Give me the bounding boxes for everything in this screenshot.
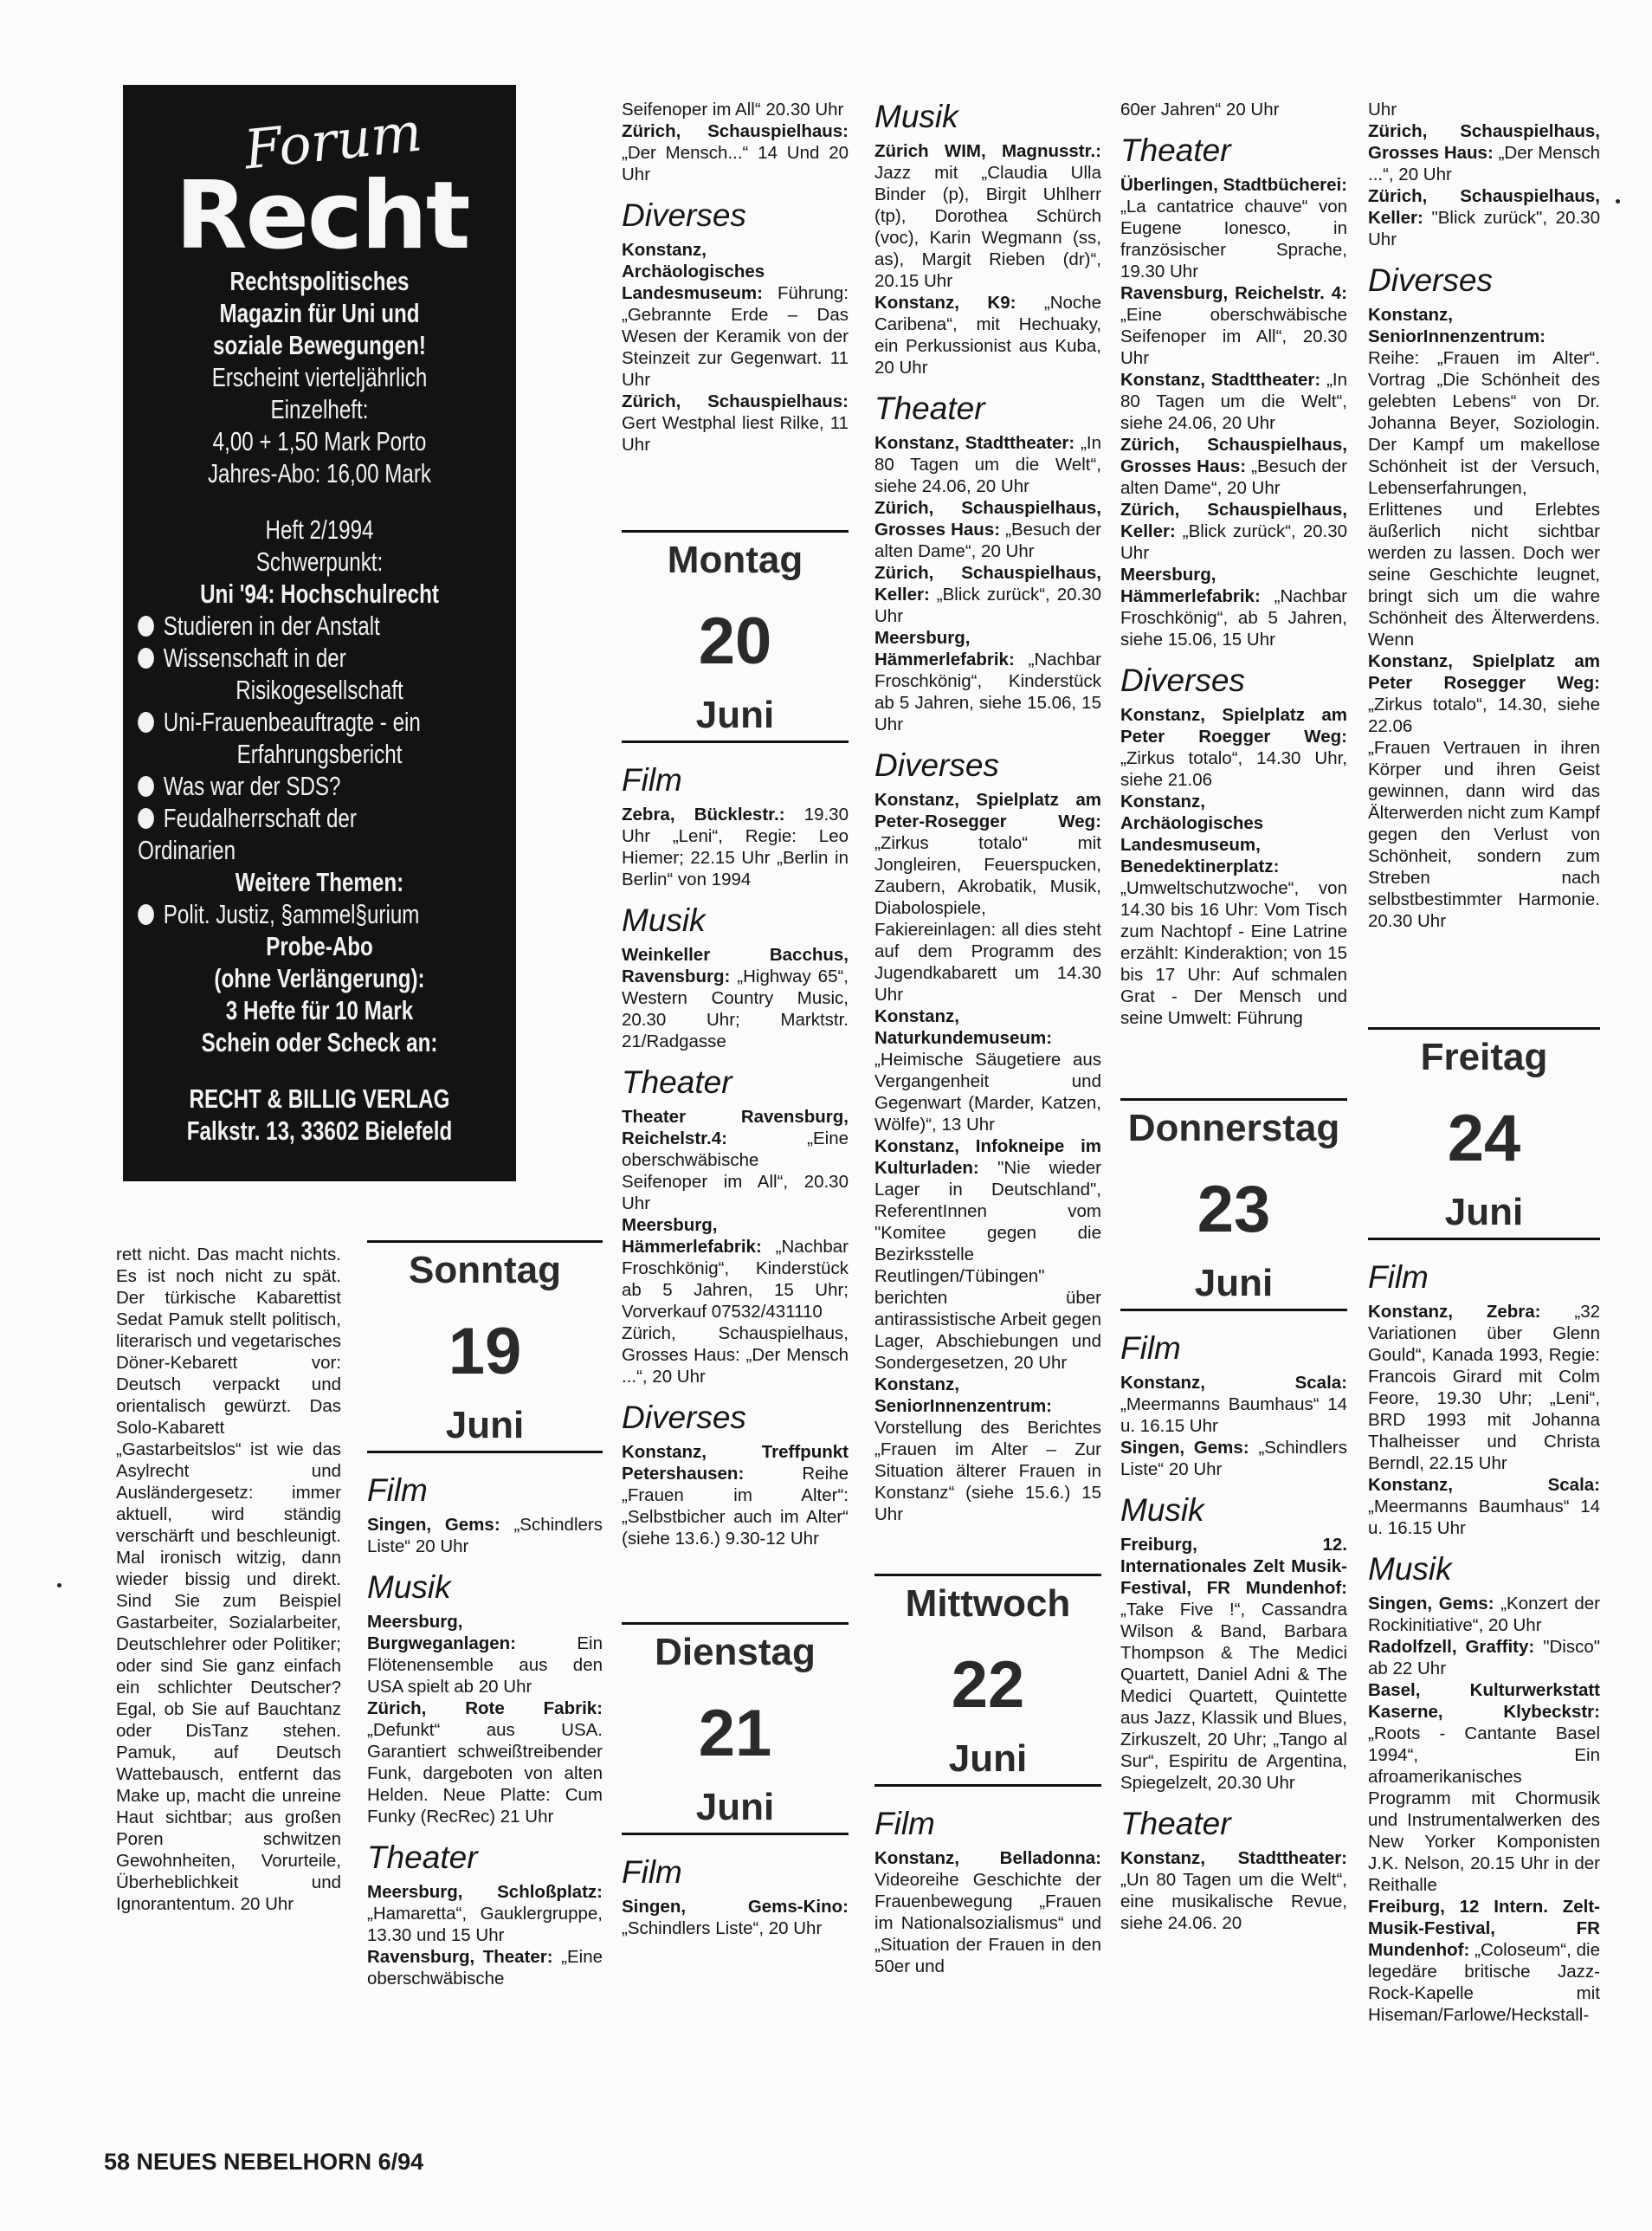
day-header-dienstag: Dienstag 21 Juni: [622, 1622, 849, 1835]
listing-entry: Konstanz, SeniorInnenzentrum: Reihe: „Frauen im Alter“. Vortrag „Die Schönheit des gelebten Lebens“ von Dr. Johanna Beyer, Soziologin. Der Kampf um makellose Schönheit ist der Versuch, Lebenserfahrungen, Erlittenes und Erlebtes äußerlich nicht sichtbar werden zu lassen. Doch wer seine Geschichte leugnet, bringt sich um die wahre Schönheit des Älterwerdens. Wenn: [1368, 305, 1600, 650]
day-header-donnerstag: Donnerstag 23 Juni: [1120, 1098, 1347, 1311]
logo-main-text: Recht: [175, 162, 469, 270]
ad-bullet-line: Feudalherrschaft der Ordinarien: [138, 803, 357, 865]
listing-entry: Zürich WIM, Magnusstr.: Jazz mit „Claudia Ulla Binder (p), Birgit Uhlherr (tp), Dorothea Schürch (voc), Karin Wegmann (ss, as), Margit Rieben (dr)“, 20.15 Uhr: [874, 141, 1101, 291]
section-heading-film: Film: [367, 1472, 428, 1508]
listing-entry: Konstanz, Scala: „Meermanns Baumhaus“ 14 u. 16.15 Uhr: [1368, 1475, 1600, 1538]
listing-entry: Zürich, Schauspielhaus: „Der Mensch...“ 14 Und 20 Uhr: [622, 121, 849, 184]
section-heading-musik: Musik: [1368, 1551, 1452, 1587]
kabarett-article-text: rett nicht. Das macht nichts. Es ist noch nicht zu spät. Der türkische Kabarettist Sedat Pamuk stellt politisch, literarisch und vegetarisches Döner-Kebarett vor: Deutsch verpackt und orientalisch gewürzt. Das Solo-Kabarett „Gastarbeitslos“ ist wie das Asylrecht und Ausländergesetz: immer aktuell, wird ständig verschärft und beschleunigt. Mal ironisch witzig, dann wieder bissig und direkt. Sind Sie zum Beispiel Gastarbeiter, Sozialarbeiter, Deutschlehrer oder Politiker; oder sind Sie ganz einfach ein schlichter Deutscher? Egal, ob Sie auf Bauchtanz oder DisTanz stehen. Pamuk, auf Deutsch Wattebausch, entfernt das Make up, macht die unreine Haut sichtbar; aus großen Poren schwitzen Gewohnheiten, Vorurteile, Überheblichkeit und Ignorantentum. 20 Uhr: [116, 1245, 341, 1914]
bullet-icon: [138, 904, 154, 925]
ad-bullet-line: Studieren in der Anstalt: [123, 610, 429, 642]
listing-entry: Konstanz, Scala: „Meermanns Baumhaus“ 14 u. 16.15 Uhr: [1120, 1373, 1347, 1436]
ad-line: (ohne Verlängerung):: [214, 963, 425, 993]
listing-entry: Meersburg, Schloßplatz: „Hamaretta“, Gauklergruppe, 13.30 und 15 Uhr: [367, 1882, 603, 1945]
bullet-icon: [138, 776, 154, 797]
listing-entry: Singen, Gems: „Konzert der Rockinitiative“, 20 Uhr: [1368, 1594, 1601, 1635]
listing-entry: Freiburg, 12 Intern. Zelt-Musik-Festival, FR Mundenhof: „Coloseum“, die legedäre britische Jazz-Rock-Kapelle mit Hiseman/Farlowe/Heckstall-: [1368, 1897, 1600, 2025]
ad-line: Probe-Abo: [266, 931, 373, 961]
print-dot-mark: [57, 1583, 61, 1588]
listing-entry: Meersburg, Burgweganlagen: Ein Flötenensemble aus den USA spielt ab 20 Uhr: [367, 1612, 603, 1697]
listing-entry: Konstanz, Spielplatz am Peter-Rosegger Weg: „Zirkus totalo“ mit Jongleiren, Feuerspucken, Zaubern, Akrobatik, Musik, Diabolospiele, Fakiereinlagen: all dies steht auf dem Programm des Jugendkabarett um 14.30 Uhr: [874, 790, 1101, 1005]
section-heading-theater: Theater: [622, 1064, 732, 1100]
listing-entry: Konstanz, Stadttheater: „In 80 Tagen um die Welt“, siehe 24.06, 20 Uhr: [874, 433, 1102, 496]
listing-entry: Zürich, Schauspielhaus, Grosses Haus: „Besuch der alten Dame“, 20 Uhr: [874, 498, 1101, 561]
print-dot-mark: [1616, 199, 1620, 204]
listing-entry: Konstanz, Spielplatz am Peter Roegger Weg: „Zirkus totalo“, 14.30 Uhr, siehe 21.06: [1120, 705, 1347, 790]
bullet-icon: [138, 616, 154, 637]
listing-entry: Zürich, Schauspielhaus, Keller: „Blick zurück“, 20.30 Uhr: [1120, 500, 1347, 563]
ad-line: Erfahrungsbericht: [236, 739, 403, 769]
section-heading-theater: Theater: [1120, 1806, 1231, 1841]
listing-entry: Singen, Gems: „Schindlers Liste“ 20 Uhr: [1120, 1438, 1347, 1479]
ad-bullet-line: Wissenschaft in der: [123, 642, 429, 674]
ad-line: 4,00 + 1,50 Mark Porto: [212, 426, 427, 456]
ad-line: Jahres-Abo: 16,00 Mark: [207, 458, 432, 488]
section-heading-theater: Theater: [874, 391, 985, 426]
ad-line: Einzelheft:: [270, 394, 369, 424]
listing-entry: Theater Ravensburg, Reichelstr.4: „Eine oberschwäbische Seifenoper im All“, 20.30 Uhr: [622, 1107, 849, 1213]
section-heading-diverses: Diverses: [622, 1400, 746, 1435]
listing-entry: Ravensburg, Reichelstr. 4: „Eine oberschwäbische Seifenoper im All“, 20.30 Uhr: [1120, 283, 1347, 368]
bullet-icon: [138, 712, 154, 733]
column-6: [1368, 99, 1600, 2026]
listing-entry: „Frauen Vertrauen in ihren Körper und ihren Geist gewinnen, dann wird das Älterwerden nicht zum Kampf gegen den Verlust von Schönheit, sondern zum Streben nach selbstbestimmter Harmonie. 20.30 Uhr: [1368, 738, 1600, 931]
listing-entry: Konstanz, K9: „Noche Caribena“, mit Hechuaky, ein Perkussionist aus Kuba, 20 Uhr: [874, 293, 1101, 378]
listing-entry: Konstanz, Treffpunkt Petershausen: Reihe „Frauen im Alter“: „Selbstbicher auch im Alter“ (siehe 13.6.) 9.30-12 Uhr: [622, 1442, 849, 1549]
section-heading-film: Film: [1120, 1330, 1181, 1366]
listing-entry: Konstanz, Stadttheater: „In 80 Tagen um die Welt“, siehe 24.06, 20 Uhr: [1120, 370, 1348, 433]
section-heading-diverses: Diverses: [622, 197, 746, 233]
day-header-mittwoch: Mittwoch 22 Juni: [874, 1574, 1101, 1787]
ad-line: Falkstr. 13, 33602 Bielefeld: [186, 1116, 453, 1146]
listing-entry: Zürich, Schauspielhaus, Grosses Haus: „Der Mensch ...“, 20 Uhr: [1368, 121, 1601, 184]
listing-entry: Konstanz, Zebra: „32 Variationen über Glenn Gould“, Kanada 1993, Regie: Francois Girard mit Colm Feore, 19.30 Uhr; „Leni“, BRD 1993 mit Johanna Thalheisser und Christa Berndl, 22.15 Uhr: [1368, 1302, 1600, 1473]
ad-line: soziale Bewegungen!: [213, 330, 426, 360]
column-1: [116, 1244, 341, 1915]
section-heading-film: Film: [622, 762, 682, 798]
logo-script-text: Forum: [241, 100, 425, 182]
listing-entry: Zebra, Bücklestr.: 19.30 Uhr „Leni“, Regie: Leo Hiemer; 22.15 Uhr „Berlin in Berlin“ von 1994: [622, 805, 849, 889]
section-heading-theater: Theater: [1120, 133, 1231, 168]
listing-entry: Konstanz, Infokneipe im Kulturladen: "Nie wieder Lager in Deutschland", ReferentInnen vom "Komitee gegen die Bezirksstelle Reutlingen/Tübingen" berichten über antirassistische Arbeit gegen Lager, Abschiebungen und Sondergesetzen, 20 Uhr: [874, 1136, 1101, 1373]
ad-bullet-line: Was war der SDS?: [123, 770, 429, 802]
listing-entry: Seifenoper im All“ 20.30 Uhr: [622, 100, 844, 120]
column-5: [1120, 99, 1347, 1934]
ad-line: Schein oder Scheck an:: [201, 1027, 438, 1057]
listing-entry: Meersburg, Hämmerlefabrik: „Nachbar Froschkönig“, Kinderstück ab 5 Jahren, siehe 15.06, 15 Uhr: [874, 628, 1101, 734]
listing-entry: 60er Jahren“ 20 Uhr: [1120, 100, 1280, 120]
listing-entry: Konstanz, Archäologisches Landesmuseum: Führung: „Gebrannte Erde – Das Wesen der Keramik von der Steinzeit zur Gegenwart. 11 Uhr: [622, 240, 849, 390]
column-4: [874, 99, 1101, 1977]
listing-entry: Singen, Gems-Kino: „Schindlers Liste“, 20 Uhr: [622, 1897, 849, 1938]
section-heading-theater: Theater: [367, 1840, 478, 1875]
listing-entry: Konstanz, Naturkundemuseum: „Heimische Säugetiere aus Vergangenheit und Gegenwart (Marder, Katzen, Wölfe)“, 13 Uhr: [874, 1006, 1101, 1135]
day-header-sonntag: Sonntag 19 Juni: [367, 1240, 603, 1453]
ad-text-block: [123, 265, 516, 1147]
listing-entry: Konstanz, Spielplatz am Peter Rosegger Weg: „Zirkus totalo“, 14.30, siehe 22.06: [1368, 651, 1600, 736]
ad-line: Heft 2/1994: [265, 514, 374, 545]
ad-line: 3 Hefte für 10 Mark: [225, 995, 414, 1025]
listing-entry: Zürich, Schauspielhaus, Grosses Haus: „Besuch der alten Dame“, 20 Uhr: [1120, 435, 1347, 498]
listing-entry: Zürich, Schauspielhaus, Keller: "Blick zurück", 20.30 Uhr: [1368, 186, 1600, 249]
listing-entry: Freiburg, 12. Internationales Zelt Musik-Festival, FR Mundenhof: „Take Five !“, Cassandra Wilson & Band, Barbara Thompson & The Medici Quartett, Daniel Adni & The Medici Quartett, Quintette aus Jazz, Klassik und Blues, Zirkuszelt, 20 Uhr; „Tango al Sur“, Espiritu de Argentina, Spiegelzelt, 20.30 Uhr: [1120, 1535, 1347, 1793]
listing-entry: Überlingen, Stadtbücherei: „La cantatrice chauve“ von Eugene Ionesco, in französischer Sprache, 19.30 Uhr: [1120, 175, 1347, 281]
ad-line: Schwerpunkt:: [255, 546, 384, 577]
ad-bullet-line: Uni-Frauenbeauftragte - ein: [123, 706, 429, 738]
bullet-icon: [138, 648, 154, 669]
ad-line: Risikogesellschaft: [236, 675, 403, 705]
listing-entry: Konstanz, Archäologisches Landesmuseum, Benedektinerplatz: „Umweltschutzwoche“, von 14.30 bis 16 Uhr: Vom Tisch zum Nachtopf - Eine Latrine erzählt: Kinderaktion; von 15 bis 17 Uhr: Auf schmalen Grat - Der Mensch und seine Umwelt: Führung: [1120, 792, 1347, 1028]
ad-line: Weitere Themen:: [235, 867, 404, 897]
listing-entry: Ravensburg, Theater: „Eine oberschwäbische: [367, 1947, 603, 1988]
ad-line: Uni '94: Hochschulrecht: [200, 579, 439, 609]
column-2: [367, 1240, 603, 1989]
day-header-freitag: Freitag 24 Juni: [1368, 1027, 1600, 1240]
section-heading-diverses: Diverses: [1120, 663, 1245, 698]
ad-line: Erscheint vierteljährlich: [211, 362, 428, 392]
column-3: [622, 99, 849, 1939]
section-heading-diverses: Diverses: [874, 747, 999, 783]
listing-entry: Zürich, Schauspielhaus: Gert Westphal liest Rilke, 11 Uhr: [622, 391, 849, 455]
ad-line: RECHT & BILLIG VERLAG: [189, 1083, 450, 1114]
listing-entry: Uhr: [1368, 100, 1397, 120]
listing-entry: Meersburg, Hämmerlefabrik: „Nachbar Froschkönig“, ab 5 Jahren, siehe 15.06, 15 Uhr: [1120, 565, 1347, 650]
section-heading-musik: Musik: [1120, 1492, 1204, 1528]
ad-line: Rechtspolitisches: [229, 266, 410, 296]
bullet-icon: [138, 808, 154, 829]
section-heading-diverses: Diverses: [1368, 262, 1493, 298]
section-heading-musik: Musik: [874, 99, 958, 134]
forum-recht-advertisement: [123, 85, 516, 1181]
section-heading-film: Film: [1368, 1259, 1429, 1295]
listing-entry: Singen, Gems: „Schindlers Liste“ 20 Uhr: [367, 1515, 603, 1556]
listing-entry: Konstanz, Belladonna: Videoreihe Geschichte der Frauenbewegung „Frauen im Nationalsozialismus“ und „Situation der Frauen in den 50er und: [874, 1848, 1101, 1976]
listing-entry: Zürich, Schauspielhaus, Keller: „Blick zurück“, 20.30 Uhr: [874, 563, 1101, 626]
listing-entry: Radolfzell, Graffity: "Disco" ab 22 Uhr: [1368, 1637, 1601, 1678]
ad-line: Magazin für Uni und: [219, 298, 420, 328]
ad-bullet-line: Polit. Justiz, §ammel§urium: [123, 898, 429, 930]
listing-entry: Zürich, Rote Fabrik: „Defunkt“ aus USA. Garantiert schweißtreibender Funk, dargeboten von alten Helden. Neue Platte: Cum Funky (RecRec) 21 Uhr: [367, 1698, 603, 1827]
section-heading-film: Film: [874, 1806, 935, 1841]
section-heading-musik: Musik: [622, 902, 706, 938]
day-header-montag: Montag 20 Juni: [622, 530, 849, 743]
listing-entry: Zürich, Schauspielhaus, Grosses Haus: „Der Mensch ...“, 20 Uhr: [622, 1323, 849, 1387]
listing-entry: Basel, Kulturwerkstatt Kaserne, Klybeckstr: „Roots - Cantante Basel 1994“, Ein afroamerikanisches Programm mit Chormusik und Instrumentalwerken des New Yorker Komponisten J.K. Nelson, 20.15 Uhr in der Reithalle: [1368, 1680, 1600, 1895]
listing-entry: Konstanz, Stadttheater: „Un 80 Tagen um die Welt“, eine musikalische Revue, siehe 24.06. 20: [1120, 1848, 1347, 1933]
listing-entry: Konstanz, SeniorInnenzentrum: Vorstellung des Berichtes „Frauen im Alter – Zur Situation älterer Frauen in Konstanz“ (siehe 15.6.) 15 Uhr: [874, 1374, 1101, 1524]
listing-entry: Weinkeller Bacchus, Ravensburg: „Highway 65“, Western Country Music, 20.30 Uhr; Marktstr. 21/Radgasse: [622, 945, 849, 1051]
section-heading-film: Film: [622, 1854, 682, 1890]
page-footer: 58 NEUES NEBELHORN 6/94: [104, 2149, 424, 2175]
section-heading-musik: Musik: [367, 1569, 451, 1605]
listing-entry: Meersburg, Hämmerlefabrik: „Nachbar Froschkönig“, Kinderstück ab 5 Jahren, 15 Uhr; Vorverkauf 07532/431110: [622, 1215, 849, 1322]
